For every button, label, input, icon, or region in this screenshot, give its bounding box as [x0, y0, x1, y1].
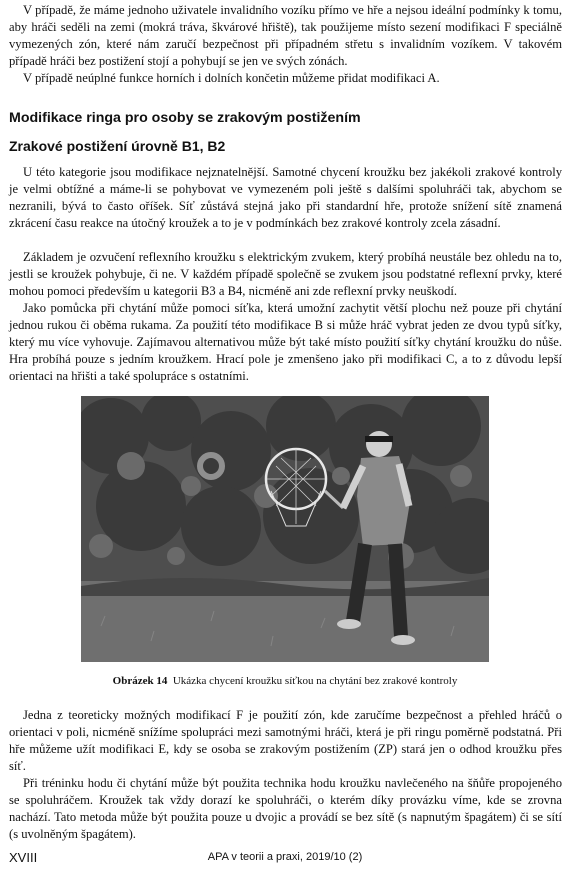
- paragraph-sound-ring: Základem je ozvučení reflexního kroužku s elektrickým zvukem, který probíhá neustále bez ohledu na to, jestli se kroužek pohybuje, či ne. V každém případě společně se zvukem jsou podstatné reflexní prvky, které mohou pomoci především u kategorii B3 a B4, nicméně ani zde reflexní prvky neuškodí.: [9, 250, 562, 298]
- paragraph-zones-modification: Jedna z teoreticky možných modifikací F je použití zón, kde zaručíme bezpečnost a přehled hráčů o orientaci v poli, nicméně snížíme spolupráci mezi samotnými hráči, která je při ringu poměrně podstatná. Při hře můžeme užít modifikaci E, kdy se osoba se zrakovým postižením (ZP) stará jen o odhod kroužku přes síť.: [9, 708, 562, 773]
- journal-footer: APA v teorii a praxi, 2019/10 (2): [207, 851, 363, 863]
- paragraph-category-intro: U této kategorie jsou modifikace nejznatelnější. Samotné chycení kroužku bez jakékoli zrakové kontroly je velmi obtížné a máme-li se pohybovat ve vymezeném poli ještě s dalšími spoluhráči tak, abychom se nezranili, bývá to často oříšek. Síť zůstává stejná jako při standardní hře, protože snížení sítě znamená zkrácení času reakce na útočný kroužek a to je v podmínkách bez zrakové kontroly zcela zásadní.: [9, 165, 562, 230]
- paragraph-limbs-modification: V případě neúplné funkce horních i dolních končetin můžeme přidat modifikaci A.: [23, 71, 440, 85]
- paragraph-wheelchair-zones: V případě, že máme jednoho uživatele invalidního vozíku přímo ve hře a nejsou ideální podmínky k tomu, aby hráči seděli na zemi (mokrá tráva, škvárové hřiště), tak použijeme místo sezení modifikaci F speciálně vymezených zón, které nám zaručí bezpečnost při případném střetu s invalidním vozíkem. V takovém případě hráči bez postižení stojí a pohybují se jen ve svých zónách.: [9, 3, 562, 68]
- photo-illustration: [81, 396, 489, 662]
- section-heading: Modifikace ringa pro osoby se zrakovým postižením: [9, 110, 361, 126]
- figure-photo: [81, 396, 489, 662]
- figure-caption-text: Ukázka chycení kroužku síťkou na chytání bez zrakové kontroly: [172, 675, 458, 687]
- figure-label: Obrázek 14: [112, 675, 168, 687]
- paragraph-string-training: Při tréninku hodu či chytání může být použita technika hodu kroužku navlečeného na šňůře propojeného se spoluhráčem. Kroužek tak vždy dorazí ke spoluhráči, o kterém díky provázku víme, kde se zrovna nachází. Tato metoda může být použita pouze u dvojic a provádí se bez sítě (s napnutým špagátem) či se sítí (s uvolněným špagátem).: [9, 776, 562, 841]
- subsection-heading: Zrakové postižení úrovně B1, B2: [9, 138, 226, 154]
- page-number: XVIII: [9, 850, 38, 865]
- paragraph-net-aid: Jako pomůcka při chytání může pomoci síťka, která umožní zachytit větší plochu než pouze při chytání jednou rukou či oběma rukama. Za použití této modifikace B si může hráč vybrat jeden ze dvou typů síťky, který mu více vyhovuje. Zajímavou alternativou může být také místo použití síťky chytání kroužku do nůše. Hra probíhá pouze s jedním kroužkem. Hrací pole je zmenšeno jako při modifikaci C, a to z důvodu lepší orientaci na hřišti a také spolupráce s ostatními.: [9, 301, 562, 383]
- figure-caption: [0, 675, 570, 687]
